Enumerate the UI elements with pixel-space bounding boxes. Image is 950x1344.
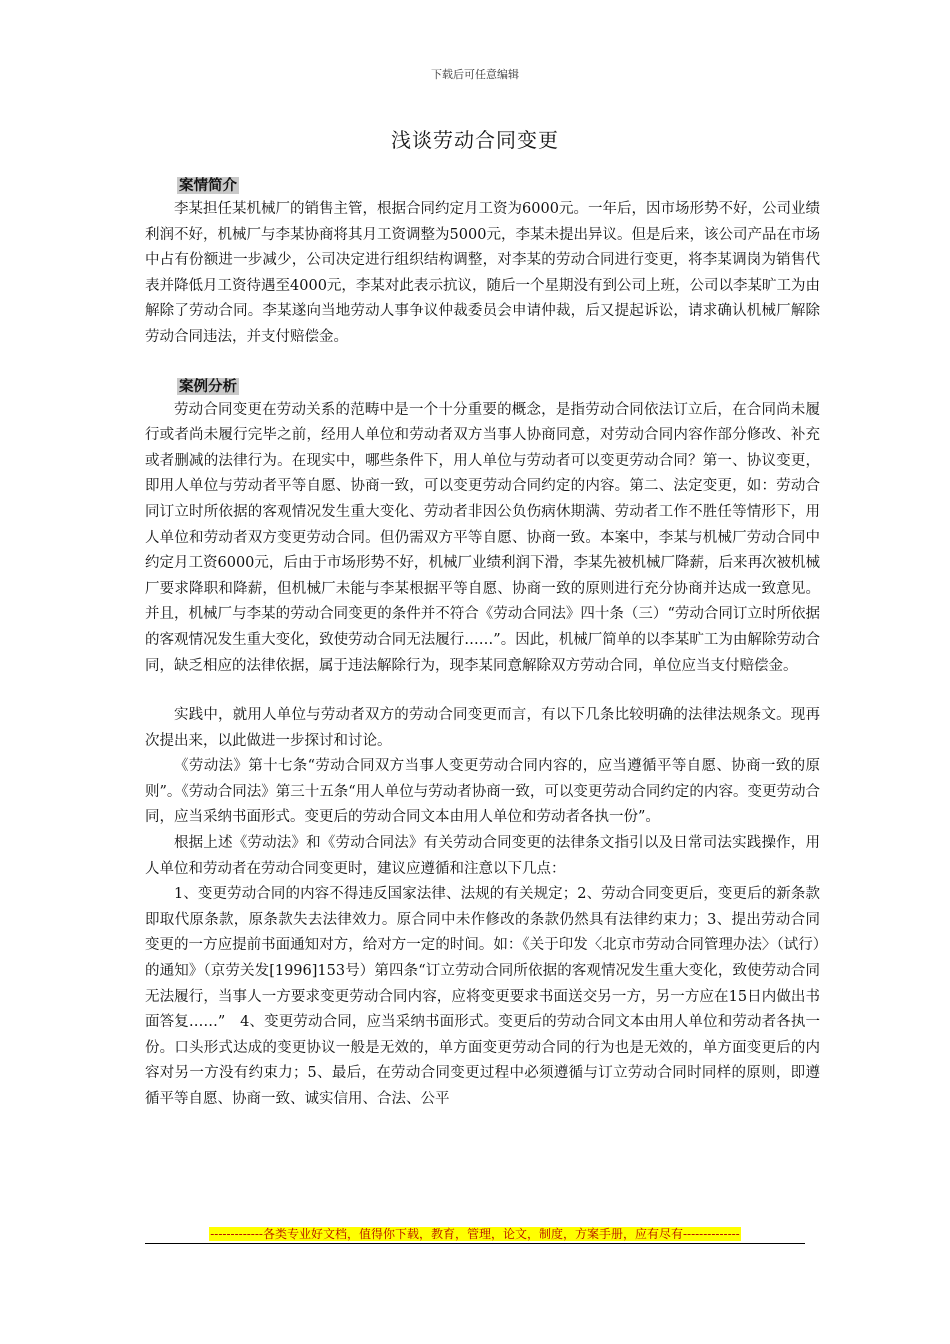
case-analysis-paragraph: 劳动合同变更在劳动关系的范畴中是一个十分重要的概念，是指劳动合同依法订立后，在合同尚未履行或者尚未履行完毕之前，经用人单位和劳动者双方当事人协商同意，对劳动合同内容作部分修改、补充或者删减的法律行为。在现实中，哪些条件下，用人单位与劳动者可以变更劳动合同？第一、协议变更，即用人单位与劳动者平等自愿、协商一致，可以变更劳动合同约定的内容。第二、法定变更，如：劳动合同订立时所依据的客观情况发生重大变化、劳动者非因公负伤病休期满、劳动者工作不胜任等情形下，用人单位和劳动者双方变更劳动合同。但仍需双方平等自愿、协商一致。本案中，李某与机械厂劳动合同中约定月工资6000元，后由于市场形势不好，机械厂业绩利润下滑，李某先被机械厂降薪，后来再次被机械厂要求降职和降薪，但机械厂未能与李某根据平等自愿、协商一致的原则进行充分协商并达成一致意见。并且，机械厂与李某的劳动合同变更的条件并不符合《劳动合同法》四十条（三）“劳动合同订立时所依据的客观情况发生重大变化，致使劳动合同无法履行……”。因此，机械厂简单的以李某旷工为由解除劳动合同，缺乏相应的法律依据，属于违法解除行为，现李某同意解除双方劳动合同，单位应当支付赔偿金。 bbox=[145, 401, 820, 674]
section-heading-case-summary bbox=[177, 174, 820, 197]
practice-paragraph-intro: 实践中，就用人单位与劳动者双方的劳动合同变更而言，有以下几条比较明确的法律法规条文。现再次提出来，以此做进一步探讨和讨论。 bbox=[145, 707, 820, 749]
header-note: 下载后可任意编辑 bbox=[431, 68, 519, 81]
section-heading-text: 案例分析 bbox=[179, 377, 237, 395]
footer-banner-text: -------------各类专业好文档，值得你下载，教育，管理，论文，制度，方案手册，应有尽有-------------- bbox=[210, 1227, 740, 1241]
footer-divider bbox=[145, 1243, 805, 1244]
case-summary-paragraph: 李某担任某机械厂的销售主管，根据合同约定月工资为6000元。一年后，因市场形势不好，公司业绩利润不好，机械厂与李某协商将其月工资调整为5000元，李某未提出异议。但是后来，该公司产品在市场中占有份额进一步减少，公司决定进行组织结构调整，对李某的劳动合同进行变更，将李某调岗为销售代表并降低月工资待遇至4000元，李某对此表示抗议，随后一个星期没有到公司上班，公司以李某旷工为由解除了劳动合同。李某遂向当地劳动人事争议仲裁委员会申请仲裁，后又提起诉讼，请求确认机械厂解除劳动合同违法，并支付赔偿金。 bbox=[145, 201, 820, 345]
section-heading-text: 案情简介 bbox=[179, 177, 237, 194]
footer-banner bbox=[0, 1225, 950, 1242]
document-body bbox=[145, 174, 820, 1113]
document-title: 浅谈劳动合同变更 bbox=[391, 128, 559, 152]
practice-paragraph-laws: 《劳动法》第十七条“劳动合同双方当事人变更劳动合同内容的，应当遵循平等自愿、协商一致的原则”。《劳动合同法》第三十五条“用人单位与劳动者协商一致，可以变更劳动合同约定的内容。变更劳动合同，应当采纳书面形式。变更后的劳动合同文本由用人单位和劳动者各执一份”。 bbox=[145, 758, 820, 826]
practice-paragraph-points: 1、变更劳动合同的内容不得违反国家法律、法规的有关规定；2、劳动合同变更后，变更后的新条款即取代原条款，原条款失去法律效力。原合同中未作修改的条款仍然具有法律约束力；3、提出劳动合同变更的一方应提前书面通知对方，给对方一定的时间。如：《关于印发〈北京市劳动合同管理办法〉（试行）的通知》（京劳关发[1996]153号）第四条“订立劳动合同所依据的客观情况发生重大变化，致使劳动合同无法履行，当事人一方要求变更劳动合同内容，应将变更要求书面送交另一方，另一方应在15日内做出书面答复……” 4、变更劳动合同，应当采纳书面形式。变更后的劳动合同文本由用人单位和劳动者各执一份。口头形式达成的变更协议一般是无效的，单方面变更劳动合同的行为也是无效的，单方面变更后的内容对另一方没有约束力；5、最后，在劳动合同变更过程中必须遵循与订立劳动合同时同样的原则，即遵循平等自愿、协商一致、诚实信用、合法、公平 bbox=[145, 886, 820, 1107]
spacer bbox=[145, 351, 820, 375]
section-heading-case-analysis bbox=[177, 375, 820, 398]
spacer bbox=[145, 679, 820, 703]
practice-paragraph-advice: 根据上述《劳动法》和《劳动合同法》有关劳动合同变更的法律条文指引以及日常司法实践操作，用人单位和劳动者在劳动合同变更时，建议应遵循和注意以下几点： bbox=[145, 835, 820, 877]
